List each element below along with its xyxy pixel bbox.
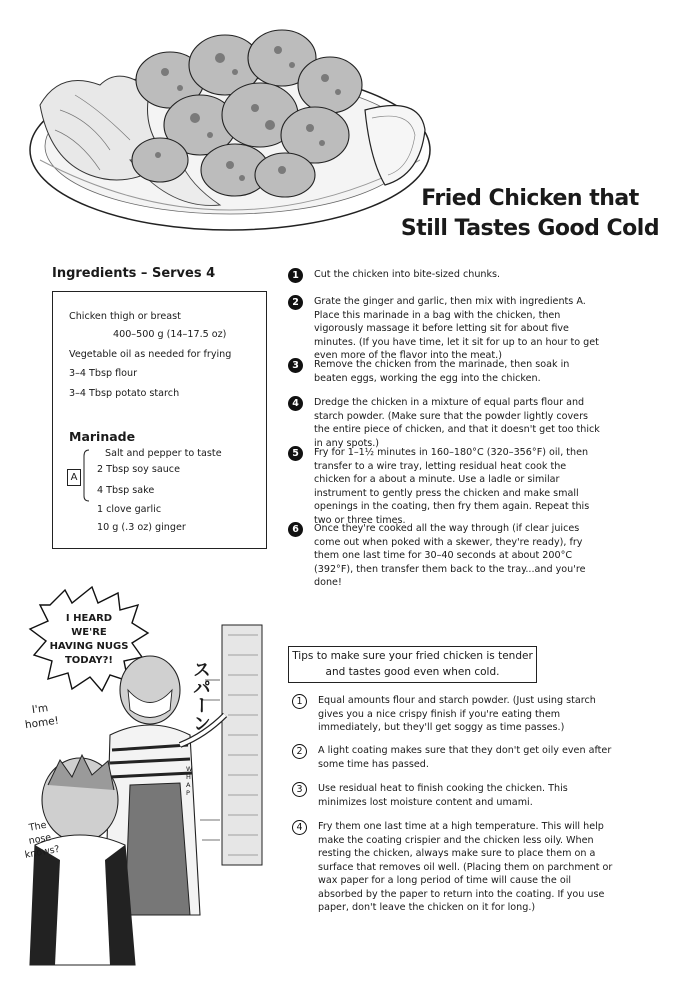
tip-1	[292, 694, 622, 739]
tip-text: Fry them one last time at a high temperature. This will help make the coating crispier and the chicken less oily. When resting the chicken, always make sure to place them on a surface that removes oil well. (Placing them on parchment or wax paper for a long period of time will cause the oil absorbed by the paper to return into the coating. If you use paper, don't leave the chicken on it for long.)	[318, 821, 613, 913]
marinade-item: 1 clove garlic	[97, 504, 162, 515]
speech-bubble-main: I HEARD WE'RE HAVING NUGS TODAY?!	[49, 613, 129, 666]
ingredients-heading: Ingredients – Serves 4	[52, 266, 216, 281]
tip-number: 4	[292, 820, 307, 835]
tip-number: 3	[292, 782, 307, 797]
step-text: Remove the chicken from the marinade, then soak in beaten eggs, working the egg into the chicken.	[314, 359, 570, 384]
marinade-bracket	[81, 448, 91, 503]
ingredient-item: 3–4 Tbsp flour	[69, 368, 138, 379]
step-5	[288, 446, 618, 526]
fried-chicken-plate-illustration	[20, 10, 450, 250]
recipe-title-line2: Still Tastes Good Cold	[400, 216, 660, 241]
marinade-item: 2 Tbsp soy sauce	[97, 464, 180, 475]
step-text: Dredge the chicken in a mixture of equal parts flour and starch powder. (Make sure that the powder lightly covers the entire piece of chicken, and that it doesn't get too thick in any spots.)	[314, 397, 600, 449]
sfx-whap: WHAP	[186, 765, 193, 797]
tip-2	[292, 744, 622, 774]
marinade-item: 4 Tbsp sake	[97, 485, 155, 496]
step-number: 5	[288, 446, 303, 461]
step-3	[288, 358, 618, 388]
step-number: 2	[288, 295, 303, 310]
speech-nose-knows: The nose knows?	[24, 819, 61, 861]
recipe-title	[400, 184, 660, 244]
ingredient-item: 3–4 Tbsp potato starch	[69, 388, 180, 399]
tip-text: A light coating makes sure that they don't get oily even after some time has passed.	[318, 745, 612, 770]
tip-4	[292, 820, 622, 920]
step-text: Cut the chicken into bite-sized chunks.	[314, 269, 501, 280]
step-number: 3	[288, 358, 303, 373]
step-number: 4	[288, 396, 303, 411]
tip-text: Use residual heat to finish cooking the chicken. This minimizes lost moisture content and umami.	[318, 783, 568, 808]
recipe-title-line1: Fried Chicken that	[421, 186, 639, 211]
step-number: 1	[288, 268, 303, 283]
tip-text: Equal amounts flour and starch powder. (Just using starch gives you a nice crispy finish if you're eating them immediately, but they'll get soggy as time passes.)	[318, 695, 596, 733]
tip-number: 1	[292, 694, 307, 709]
marinade-heading: Marinade	[69, 429, 136, 444]
ingredient-item: 400–500 g (14–17.5 oz)	[113, 329, 227, 340]
ingredients-box	[52, 291, 267, 549]
marinade-item: 10 g (.3 oz) ginger	[97, 522, 186, 533]
tip-number: 2	[292, 744, 307, 759]
marinade-item: Salt and pepper to taste	[105, 448, 222, 459]
tips-heading-box	[288, 646, 537, 683]
marinade-marker: A	[67, 469, 81, 486]
tips-heading-line1: Tips to make sure your fried chicken is tender	[292, 650, 533, 662]
ingredient-item: Chicken thigh or breast	[69, 311, 181, 322]
step-text: Fry for 1–1½ minutes in 160–180°C (320–356°F) oil, then transfer to a wire tray, letting residual heat cook the chicken for a about a minute. Use a ladle or similar instrument to gently press the chicken and make small openings in the coating, then fry them again. Repeat this two or three times.	[314, 447, 590, 526]
step-number: 6	[288, 522, 303, 537]
step-text: Grate the ginger and garlic, then mix with ingredients A. Place this marinade in a bag with the chicken, then vigorously massage it before letting sit for about five minutes. (If you have time, let it sit for up to an hour to get even more of the flavor into the meat.)	[314, 296, 599, 361]
speech-im-home: I'm home!	[24, 701, 60, 732]
step-2	[288, 295, 618, 361]
sfx-japanese: スパーン	[190, 660, 211, 732]
ingredient-item: Vegetable oil as needed for frying	[69, 349, 232, 360]
step-1	[288, 268, 618, 286]
tip-3	[292, 782, 622, 812]
step-text: Once they're cooked all the way through (if clear juices come out when poked with a skewer, they're ready), fry them one last time for 30–40 seconds at about 200°C (392°F), then transfer them back to the tray...and you're done!	[314, 523, 586, 588]
step-4	[288, 396, 618, 449]
step-6	[288, 522, 618, 588]
tips-heading-line2: and tastes good even when cold.	[325, 666, 500, 678]
